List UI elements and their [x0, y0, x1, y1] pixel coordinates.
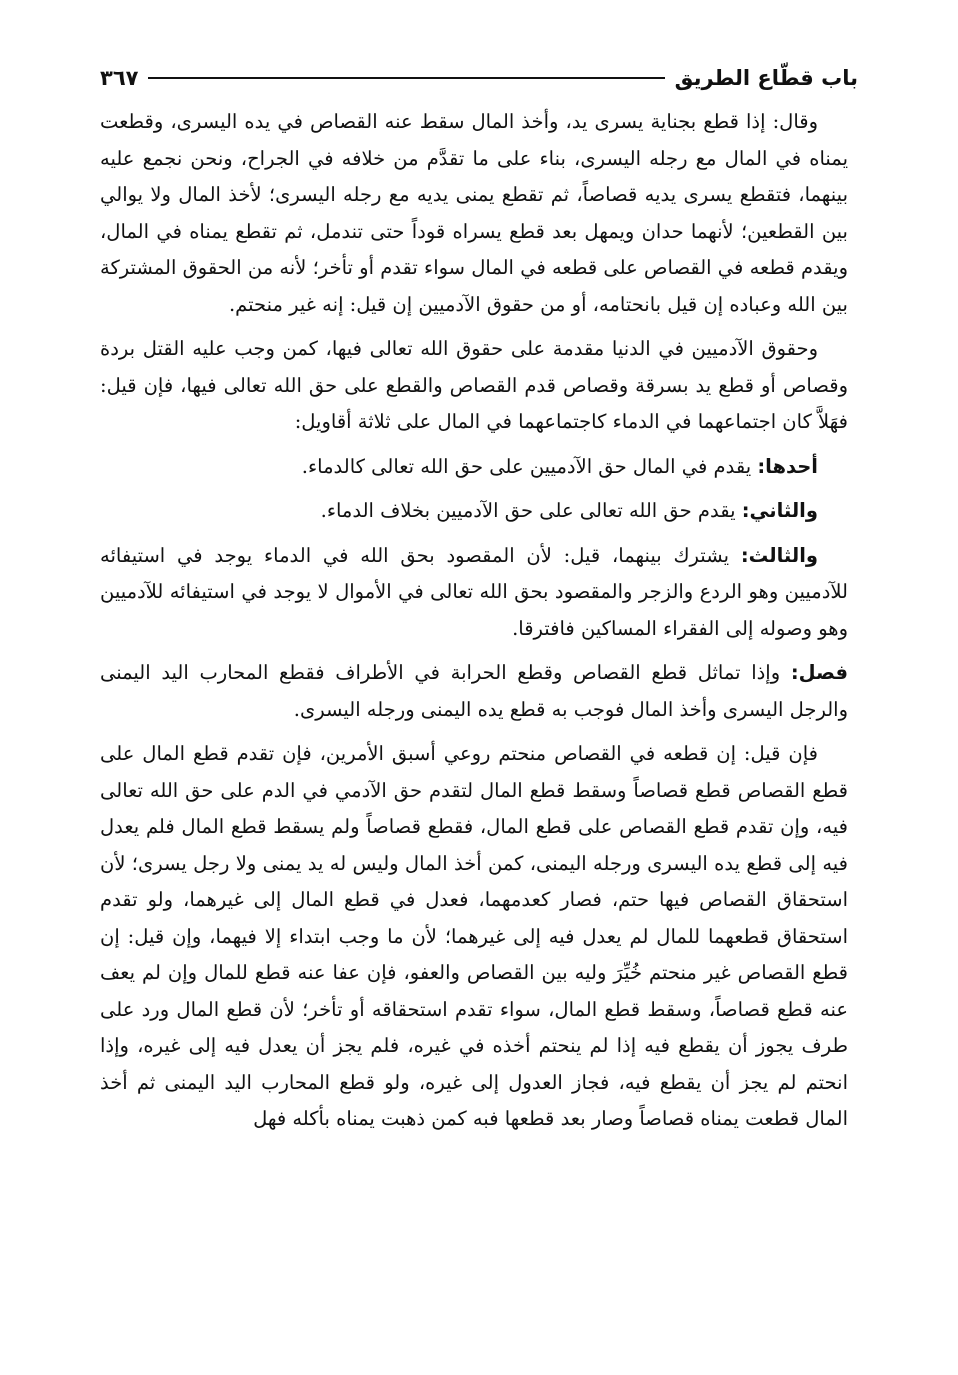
paragraph-text: وإذا تماثل قطع القصاص وقطع الحرابة في الأطراف فقطع المحارب اليد اليمنى والرجل اليسرى وأخذ المال فوجب به قطع يده اليمنى ورجله اليسرى.	[100, 661, 848, 721]
page-header	[100, 58, 858, 98]
section-paragraph	[100, 655, 848, 728]
paragraph-text: يقدم حق الله تعالى على حق الآدميين بخلاف الدماء.	[320, 499, 742, 522]
paragraph-text: وقال: إذا قطع بجناية يسرى يد، وأخذ المال سقط عنه القصاص في يده اليسرى، وقطعت يمناه في المال مع رجله اليسرى، بناء على ما تقدَّم من خلافه في الجراح، ونحن نجمع عليه بينهما، فتقطع يسرى يديه قصاصاً، ثم تقطع يمنى يديه مع رجله اليسرى؛ لأخذ المال ولا يوالي بين القطعين؛ لأنهما حدان ويمهل بعد قطع يسراه قوداً حتى تندمل، ثم تقطع يمناه في المال، ويقدم قطعه في القصاص على قطعه في المال سواء تقدم أو تأخر؛ لأنه من الحقوق المشتركة بين الله وعباده إن قيل بانحتامه، أو من حقوق الآدميين إن قيل: إنه غير منحتم.	[100, 110, 848, 316]
paragraph	[100, 736, 848, 1138]
running-title: باب قطّاع الطريق	[674, 66, 858, 90]
paragraph-text: يشترك بينهما، قيل: لأن المقصود بحق الله في الدماء يوجد في استيفائه للآدميين وهو الردع والزجر والمقصود بحق الله تعالى في الأموال لا يوجد في استيفائه للآدميين وهو وصوله إلى الفقراء المساكين فافترقا.	[100, 543, 848, 640]
header-rule	[148, 77, 664, 79]
paragraph-lead: والثاني:	[741, 499, 818, 522]
page-number: ٣٦٧	[100, 66, 139, 90]
paragraph	[100, 449, 848, 486]
body-text	[100, 104, 848, 1138]
paragraph-lead: والثالث:	[740, 543, 818, 567]
paragraph-text: يقدم في المال حق الآدميين على حق الله تعالى كالدماء.	[301, 454, 758, 478]
paragraph	[100, 538, 848, 648]
paragraph-text: فإن قيل: إن قطعه في القصاص منحتم روعي أسبق الأمرين، فإن تقدم قطع المال على قطع القصاص قطع قصاصاً وسقط قطع المال لتقدم حق الآدمي في الدم على حق الله تعالى فيه، وإن تقدم قطع القصاص على قطع المال، فقطع قصاصاً ولم يسقط قطع المال فلم يعدل فيه إلى قطع يده اليسرى ورجله اليمنى، كمن أخذ المال وليس له يد يمنى ولا رجل يسرى؛ لأن استحقاق القصاص فيها حتم، فصار كعدمهما، فعدل في قطع المال إلى غيرهما، ولو تقدم استحقاق قطعهما للمال لم يعدل فيه إلى غيرهما؛ لأن ما وجب ابتداء إلا فيهما، وإن قيل: إن قطع القصاص غير منحتم خُيِّرَ وليه بين القصاص والعفو، فإن عفا عنه قطع للمال وإن لم يعف عنه قطع قصاصاً، وسقط قطع المال، سواء تقدم استحقاقه أو تأخر؛ لأن قطع المال ورد على طرف يجوز أن يقطع فيه إذا لم ينحتم أخذه في غيره، فلم يجز أن يعدل فيه إلى غيره، وإذا انحتم لم يجز أن يقطع فيه، فجاز العدول إلى غيره، ولو قطع المحارب اليد اليمنى ثم أخذ المال قطعت يمناه قصاصاً وصار بعد قطعها فبه كمن ذهبت يمناه بأكله فهل	[100, 742, 848, 1130]
paragraph	[100, 493, 848, 530]
section-lead: فصل:	[790, 661, 848, 684]
paragraph	[100, 331, 848, 441]
paragraph	[100, 104, 848, 323]
paragraph-text: وحقوق الآدميين في الدنيا مقدمة على حقوق الله تعالى فيها، كمن وجب عليه القتل بردة وقصاص أو قطع يد بسرقة وقصاص قدم القصاص والقطع على حق الله تعالى فيها، فإن قيل: فهَلاَّ كان اجتماعهما في الدماء كاجتماعهما في المال على ثلاثة أقاويل:	[100, 337, 848, 433]
paragraph-lead: أحدها:	[757, 454, 818, 478]
